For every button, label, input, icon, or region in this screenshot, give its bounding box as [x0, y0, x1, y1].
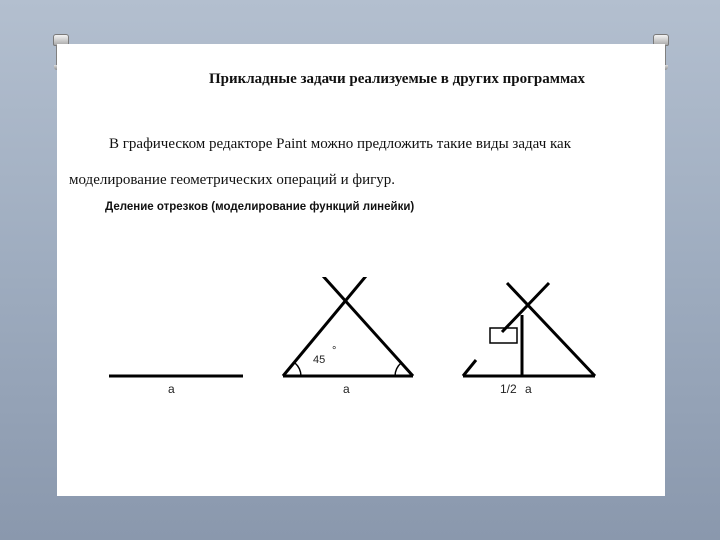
triangle-label: a: [343, 382, 350, 396]
slide-title: Прикладные задачи реализуемые в других программах: [208, 71, 586, 87]
halving-right-side: [507, 283, 595, 376]
segment-figure: [109, 376, 243, 396]
degree-mark: °: [332, 345, 337, 357]
slide-body-text: В графическом редакторе Paint можно предложить такие виды задач как моделирование геометрических операций и фигур.: [69, 136, 572, 188]
half-label: 1/2: [500, 382, 517, 396]
triangle-figure: [283, 277, 413, 396]
triangle-right-side: [323, 277, 413, 376]
slide: [57, 44, 665, 496]
halving-left-stub: [463, 360, 476, 376]
halving-cross-line: [502, 283, 549, 332]
right-angle-arc: [395, 363, 401, 376]
segment-label: a: [168, 382, 175, 396]
halving-figure: [463, 283, 595, 396]
half-a-label: a: [525, 382, 532, 396]
left-angle-arc: [295, 363, 301, 376]
geometry-figures: [101, 277, 601, 397]
angle-label: 45: [313, 354, 326, 366]
geometry-diagram: [101, 277, 601, 397]
figure-caption: Деление отрезков (моделирование функций линейки): [105, 201, 415, 213]
